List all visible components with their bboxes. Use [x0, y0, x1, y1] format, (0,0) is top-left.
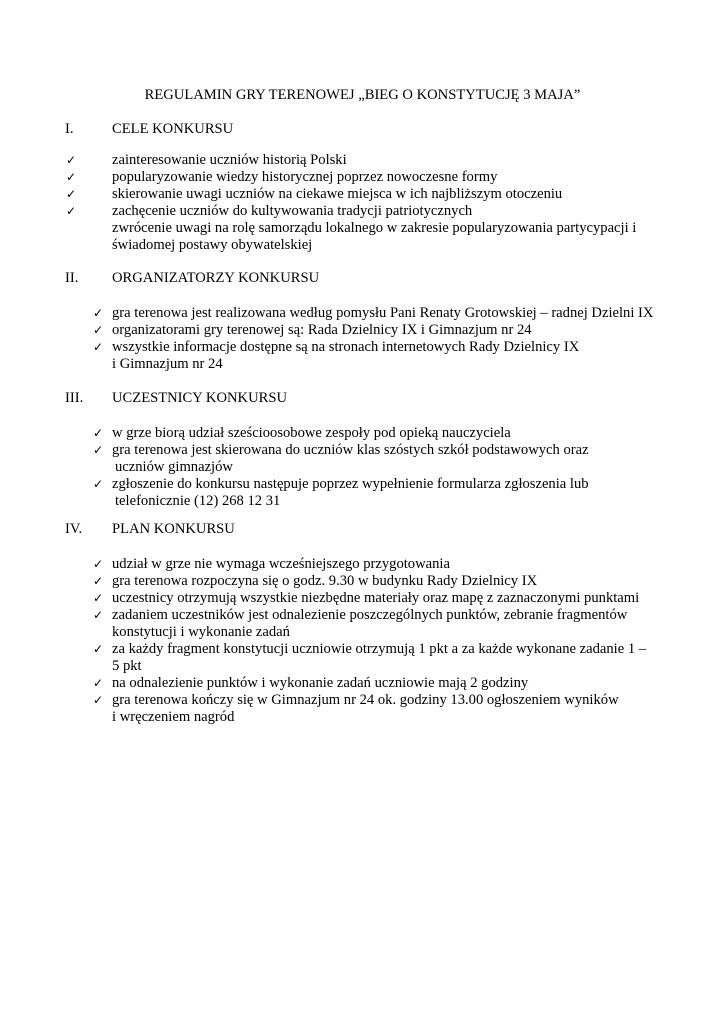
section-number: III.: [65, 390, 84, 406]
document-title: REGULAMIN GRY TERENOWEJ „BIEG O KONSTYTUCJĘ 3 MAJA”: [144, 87, 581, 103]
plan-list: [93, 556, 647, 726]
checkmark-icon: ✓: [93, 340, 104, 354]
checkmark-icon: ✓: [93, 608, 104, 622]
checkmark-icon: ✓: [93, 323, 104, 337]
list-item: ✓ udział w grze nie wymaga wcześniejszego przygotowania: [93, 556, 450, 572]
checkmark-icon: ✓: [93, 477, 104, 491]
checkmark-icon: ✓: [93, 306, 104, 320]
section-label: ORGANIZATORZY KONKURSU: [112, 270, 320, 286]
checkmark-icon: ✓: [93, 557, 104, 571]
list-item: ✓ zainteresowanie uczniów historią Polski: [66, 152, 347, 168]
section-label: UCZESTNICY KONKURSU: [112, 390, 287, 406]
list-item: ✓ uczestnicy otrzymują wszystkie niezbędne materiały oraz mapę z zaznaczonymi punktami: [93, 590, 640, 606]
checkmark-icon: ✓: [93, 676, 104, 690]
section-number: I.: [65, 121, 74, 137]
list-item: ✓ zgłoszenie do konkursu następuje poprzez wypełnienie formularza zgłoszenia lub telefonicznie (12) 268 12 31: [93, 476, 589, 509]
list-item: ✓ w grze biorą udział sześcioosobowe zespoły pod opieką nauczyciela: [93, 425, 511, 441]
list-item: ✓ zadaniem uczestników jest odnalezienie poszczególnych punktów, zebranie fragmentów konstytucji i wykonanie zadań: [93, 607, 628, 640]
list-item-continuation: świadomej postawy obywatelskiej: [112, 237, 313, 253]
checkmark-icon: ✓: [93, 642, 104, 656]
checkmark-icon: ✓: [66, 187, 77, 201]
list-item: ✓ zachęcenie uczniów do kultywowania tradycji patriotycznych: [66, 203, 473, 219]
checkmark-icon: ✓: [93, 426, 104, 440]
list-item: ✓ gra terenowa jest skierowana do uczniów klas szóstych szkół podstawowych oraz uczniów gimnazjów: [93, 442, 589, 475]
list-item: ✓ skierowanie uwagi uczniów na ciekawe miejsca w ich najbliższym otoczeniu: [66, 186, 563, 202]
section-label: PLAN KONKURSU: [112, 521, 235, 537]
list-item: ✓ na odnalezienie punktów i wykonanie zadań uczniowie mają 2 godziny: [93, 675, 529, 691]
section-label: CELE KONKURSU: [112, 121, 234, 137]
checkmark-icon: ✓: [93, 574, 104, 588]
checkmark-icon: ✓: [93, 693, 104, 707]
list-item: ✓ popularyzowanie wiedzy historycznej poprzez nowoczesne formy: [66, 169, 498, 185]
checkmark-icon: ✓: [93, 443, 104, 457]
checkmark-icon: ✓: [93, 591, 104, 605]
list-item: ✓ gra terenowa kończy się w Gimnazjum nr 24 ok. godziny 13.00 ogłoszeniem wyników i wręczeniem nagród: [93, 692, 619, 725]
checkmark-icon: ✓: [66, 204, 77, 218]
list-item: ✓ za każdy fragment konstytucji uczniowie otrzymują 1 pkt a za każde wykonane zadanie 1 – 5 pkt: [93, 641, 647, 674]
list-item: ✓ gra terenowa jest realizowana według pomysłu Pani Renaty Grotowskiej – radnej Dzielni IX: [93, 305, 654, 321]
checkmark-icon: ✓: [66, 170, 77, 184]
list-item: ✓ wszystkie informacje dostępne są na stronach internetowych Rady Dzielnicy IX i Gimnazjum nr 24: [93, 339, 580, 372]
checkmark-icon: ✓: [66, 153, 77, 167]
goals-list: [66, 152, 637, 254]
organizers-list: [93, 305, 654, 373]
list-item: ✓ organizatorami gry terenowej są: Rada Dzielnicy IX i Gimnazjum nr 24: [93, 322, 532, 338]
participants-list: [93, 425, 589, 510]
list-item-continuation: zwrócenie uwagi na rolę samorządu lokalnego w zakresie popularyzowania partycypacji i: [112, 220, 637, 236]
section-number: IV.: [65, 521, 83, 537]
list-item: ✓ gra terenowa rozpoczyna się o godz. 9.30 w budynku Rady Dzielnicy IX: [93, 573, 538, 589]
section-number: II.: [65, 270, 79, 286]
